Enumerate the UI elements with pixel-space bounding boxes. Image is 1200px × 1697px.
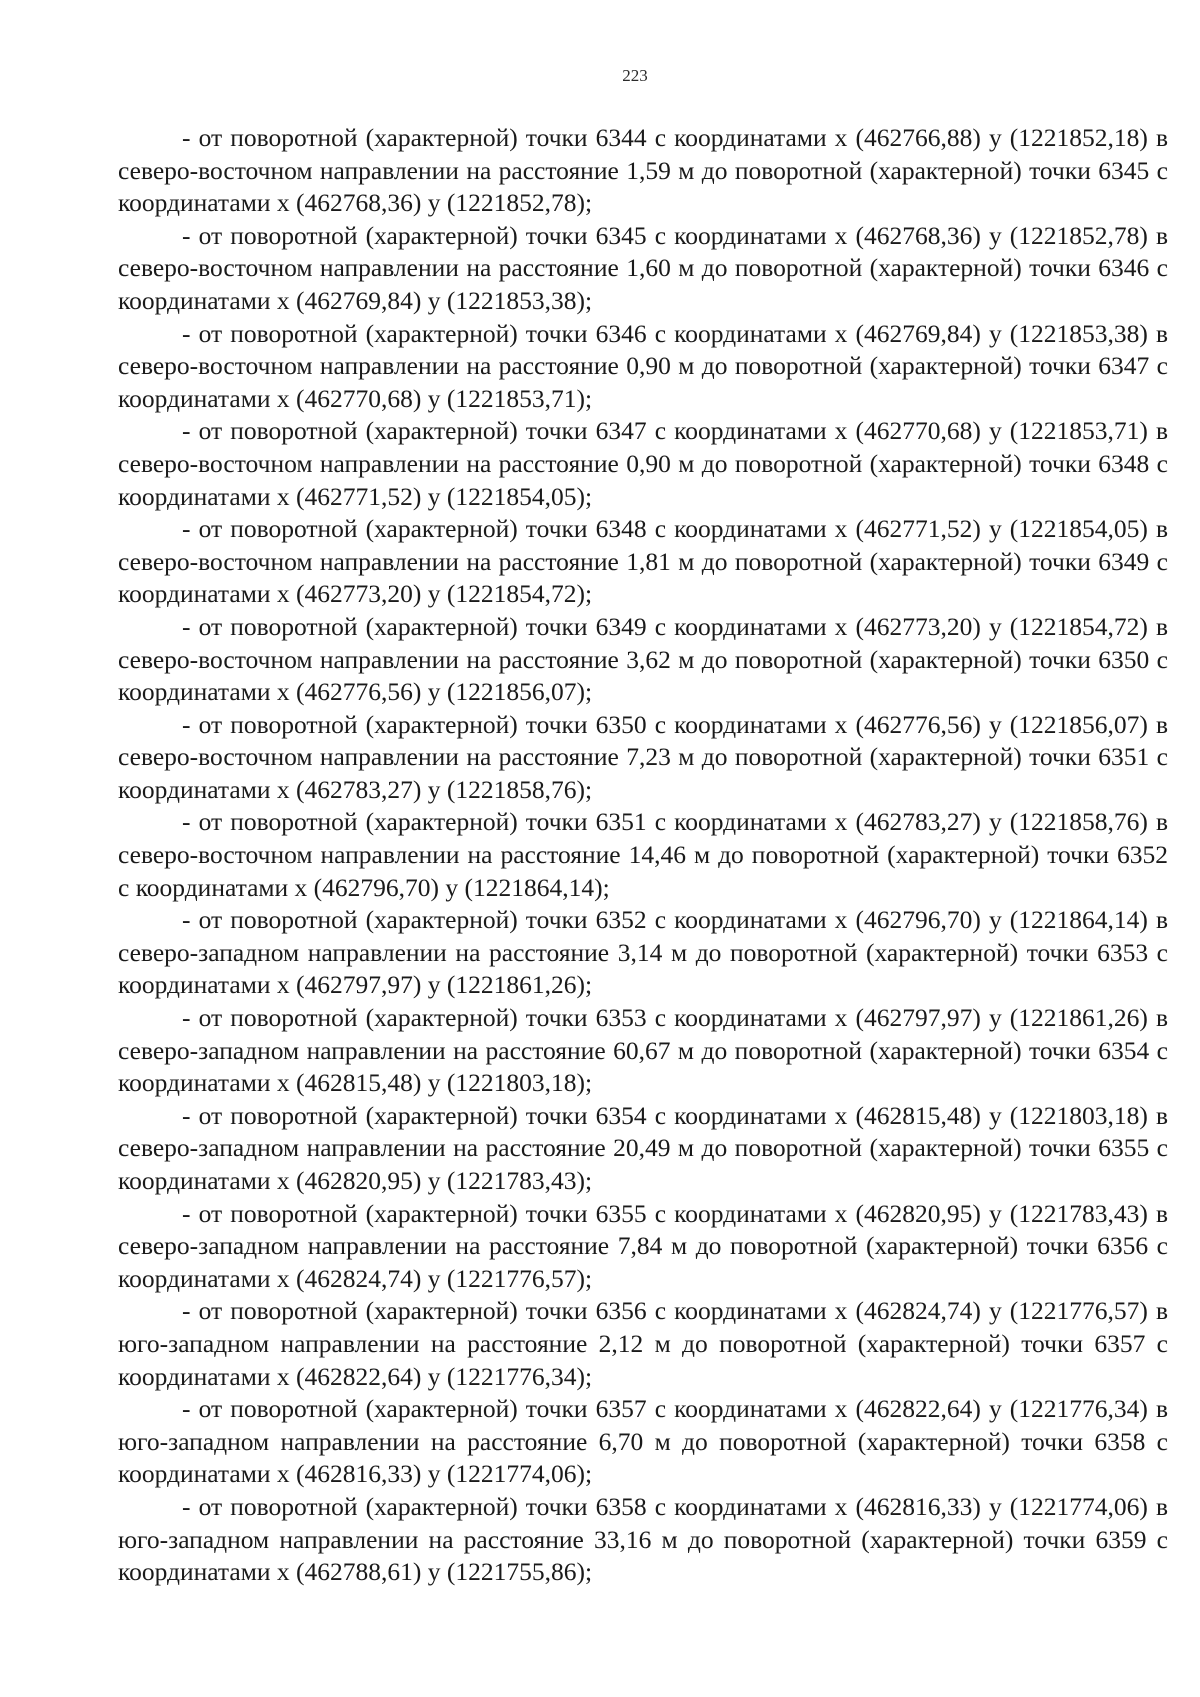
boundary-segment-paragraph: - от поворотной (характерной) точки 6348 с координатами x (462771,52) y (1221854,05) в северо-восточном направлении на расстояние 1,81 м до поворотной (характерной) точки 6349 с координатами x (462773,20) y (1221854,72); — [118, 514, 1168, 609]
boundary-segment-paragraph: - от поворотной (характерной) точки 6357 с координатами x (462822,64) y (1221776,34) в юго-западном направлении на расстояние 6,70 м до поворотной (характерной) точки 6358 с координатами x (462816,33) y (1221774,06); — [118, 1394, 1168, 1489]
boundary-segment-paragraph: - от поворотной (характерной) точки 6353 с координатами x (462797,97) y (1221861,26) в северо-западном направлении на расстояние 60,67 м до поворотной (характерной) точки 6354 с координатами x (462815,48) y (1221803,18); — [118, 1003, 1168, 1098]
boundary-segment-paragraph: - от поворотной (характерной) точки 6349 с координатами x (462773,20) y (1221854,72) в северо-восточном направлении на расстояние 3,62 м до поворотной (характерной) точки 6350 с координатами x (462776,56) y (1221856,07); — [118, 611, 1168, 707]
boundary-segment-paragraph: - от поворотной (характерной) точки 6347 с координатами x (462770,68) y (1221853,71) в северо-восточном направлении на расстояние 0,90 м до поворотной (характерной) точки 6348 с координатами x (462771,52) y (1221854,05); — [118, 416, 1168, 511]
boundary-segment-paragraph: - от поворотной (характерной) точки 6351 с координатами x (462783,27) y (1221858,76) в северо-восточном направлении на расстояние 14,46 м до поворотной (характерной) точки 6352 с координатами x (462796,70) y (1221864,14); — [118, 807, 1168, 902]
boundary-segment-paragraph: - от поворотной (характерной) точки 6345 с координатами x (462768,36) y (1221852,78) в северо-восточном направлении на расстояние 1,60 м до поворотной (характерной) точки 6346 с координатами x (462769,84) y (1221853,38); — [118, 220, 1168, 315]
boundary-segment-paragraph: - от поворотной (характерной) точки 6358 с координатами x (462816,33) y (1221774,06) в юго-западном направлении на расстояние 33,16 м до поворотной (характерной) точки 6359 с координатами x (462788,61) y (1221755,86); — [118, 1491, 1168, 1587]
boundary-segment-paragraph: - от поворотной (характерной) точки 6356 с координатами x (462824,74) y (1221776,57) в юго-западном направлении на расстояние 2,12 м до поворотной (характерной) точки 6357 с координатами x (462822,64) y (1221776,34); — [118, 1296, 1168, 1391]
boundary-segment-paragraph: - от поворотной (характерной) точки 6346 с координатами x (462769,84) y (1221853,38) в северо-восточном направлении на расстояние 0,90 м до поворотной (характерной) точки 6347 с координатами x (462770,68) y (1221853,71); — [118, 318, 1168, 413]
boundary-segment-paragraph: - от поворотной (характерной) точки 6344 с координатами x (462766,88) y (1221852,18) в северо-восточном направлении на расстояние 1,59 м до поворотной (характерной) точки 6345 с координатами x (462768,36) y (1221852,78); — [118, 123, 1168, 218]
document-body — [118, 122, 1168, 1589]
page-number: 223 — [622, 66, 648, 85]
boundary-segment-paragraph: - от поворотной (характерной) точки 6350 с координатами x (462776,56) y (1221856,07) в северо-восточном направлении на расстояние 7,23 м до поворотной (характерной) точки 6351 с координатами x (462783,27) y (1221858,76); — [118, 709, 1168, 804]
boundary-segment-paragraph: - от поворотной (характерной) точки 6352 с координатами x (462796,70) y (1221864,14) в северо-западном направлении на расстояние 3,14 м до поворотной (характерной) точки 6353 с координатами x (462797,97) y (1221861,26); — [118, 905, 1168, 1000]
boundary-segment-paragraph: - от поворотной (характерной) точки 6355 с координатами x (462820,95) y (1221783,43) в северо-западном направлении на расстояние 7,84 м до поворотной (характерной) точки 6356 с координатами x (462824,74) y (1221776,57); — [118, 1198, 1168, 1293]
boundary-segment-paragraph: - от поворотной (характерной) точки 6354 с координатами x (462815,48) y (1221803,18) в северо-западном направлении на расстояние 20,49 м до поворотной (характерной) точки 6355 с координатами x (462820,95) y (1221783,43); — [118, 1100, 1168, 1195]
